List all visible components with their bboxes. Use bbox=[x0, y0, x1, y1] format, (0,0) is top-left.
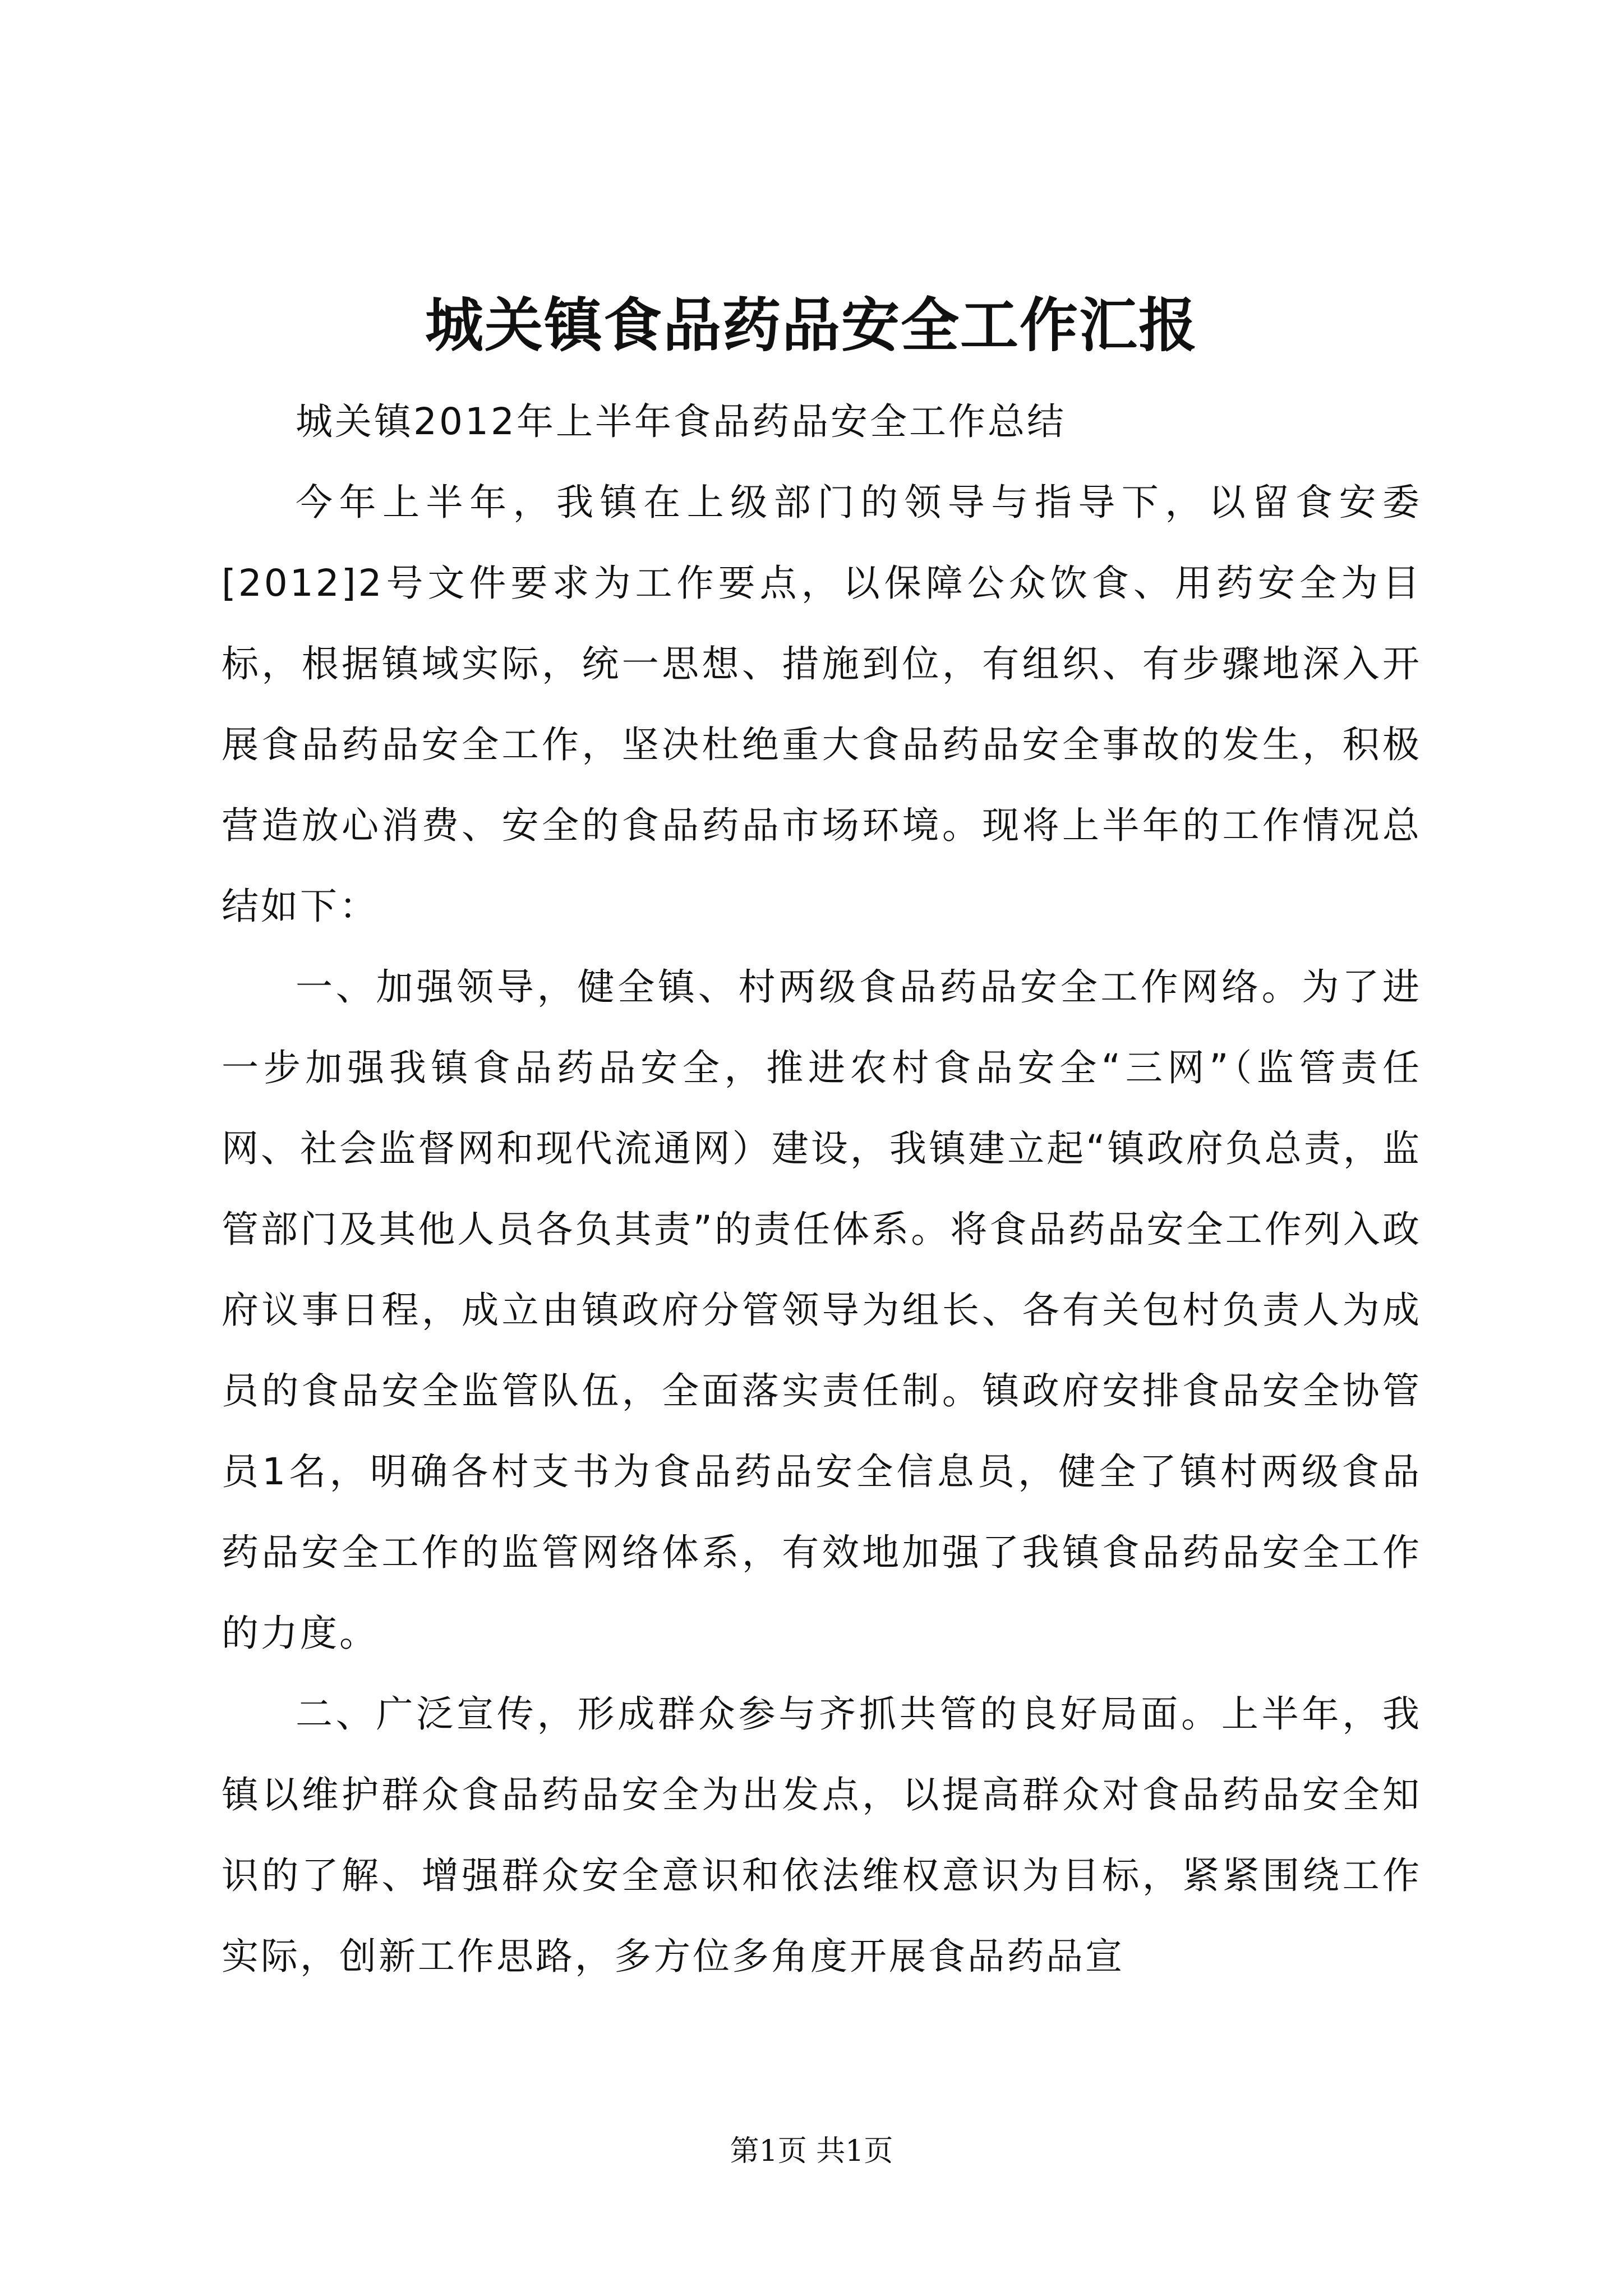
subtitle-paragraph: 城关镇2012年上半年食品药品安全工作总结 bbox=[296, 400, 1066, 443]
intro-paragraph: 今年上半年，我镇在上级部门的领导与指导下，以留食安委[2012]2号文件要求为工作要点，以保障公众饮食、用药安全为目标，根据镇域实际，统一思想、措施到位，有组织、有步骤地深入开展食品药品安全工作，坚决杜绝重大食品药品安全事故的发生，积极营造放心消费、安全的食品药品市场环境。现将上半年的工作情况总结如下： bbox=[222, 481, 1422, 928]
section-one-paragraph: 一、加强领导，健全镇、村两级食品药品安全工作网络。为了进一步加强我镇食品药品安全，推进农村食品安全“三网”（监管责任网、社会监督网和现代流通网）建设，我镇建立起“镇政府负总责，监管部门及其他人员各负其责”的责任体系。将食品药品安全工作列入政府议事日程，成立由镇政府分管领导为组长、各有关包村负责人为成员的食品安全监管队伍，全面落实责任制。镇政府安排食品安全协管员1名，明确各村支书为食品药品安全信息员，健全了镇村两级食品药品安全工作的监管网络体系，有效地加强了我镇食品药品安全工作的力度。 bbox=[222, 965, 1422, 1655]
page-footer: 第1页 共1页 bbox=[730, 2134, 893, 2168]
section-two-paragraph: 二、广泛宣传，形成群众参与齐抓共管的良好局面。上半年，我镇以维护群众食品药品安全为出发点，以提高群众对食品药品安全知识的了解、增强群众安全意识和依法维权意识为目标，紧紧围绕工作实际，创新工作思路，多方位多角度开展食品药品宣 bbox=[222, 1692, 1422, 1978]
document-body bbox=[222, 381, 1422, 1997]
document-title: 城关镇食品药品安全工作汇报 bbox=[425, 291, 1198, 360]
